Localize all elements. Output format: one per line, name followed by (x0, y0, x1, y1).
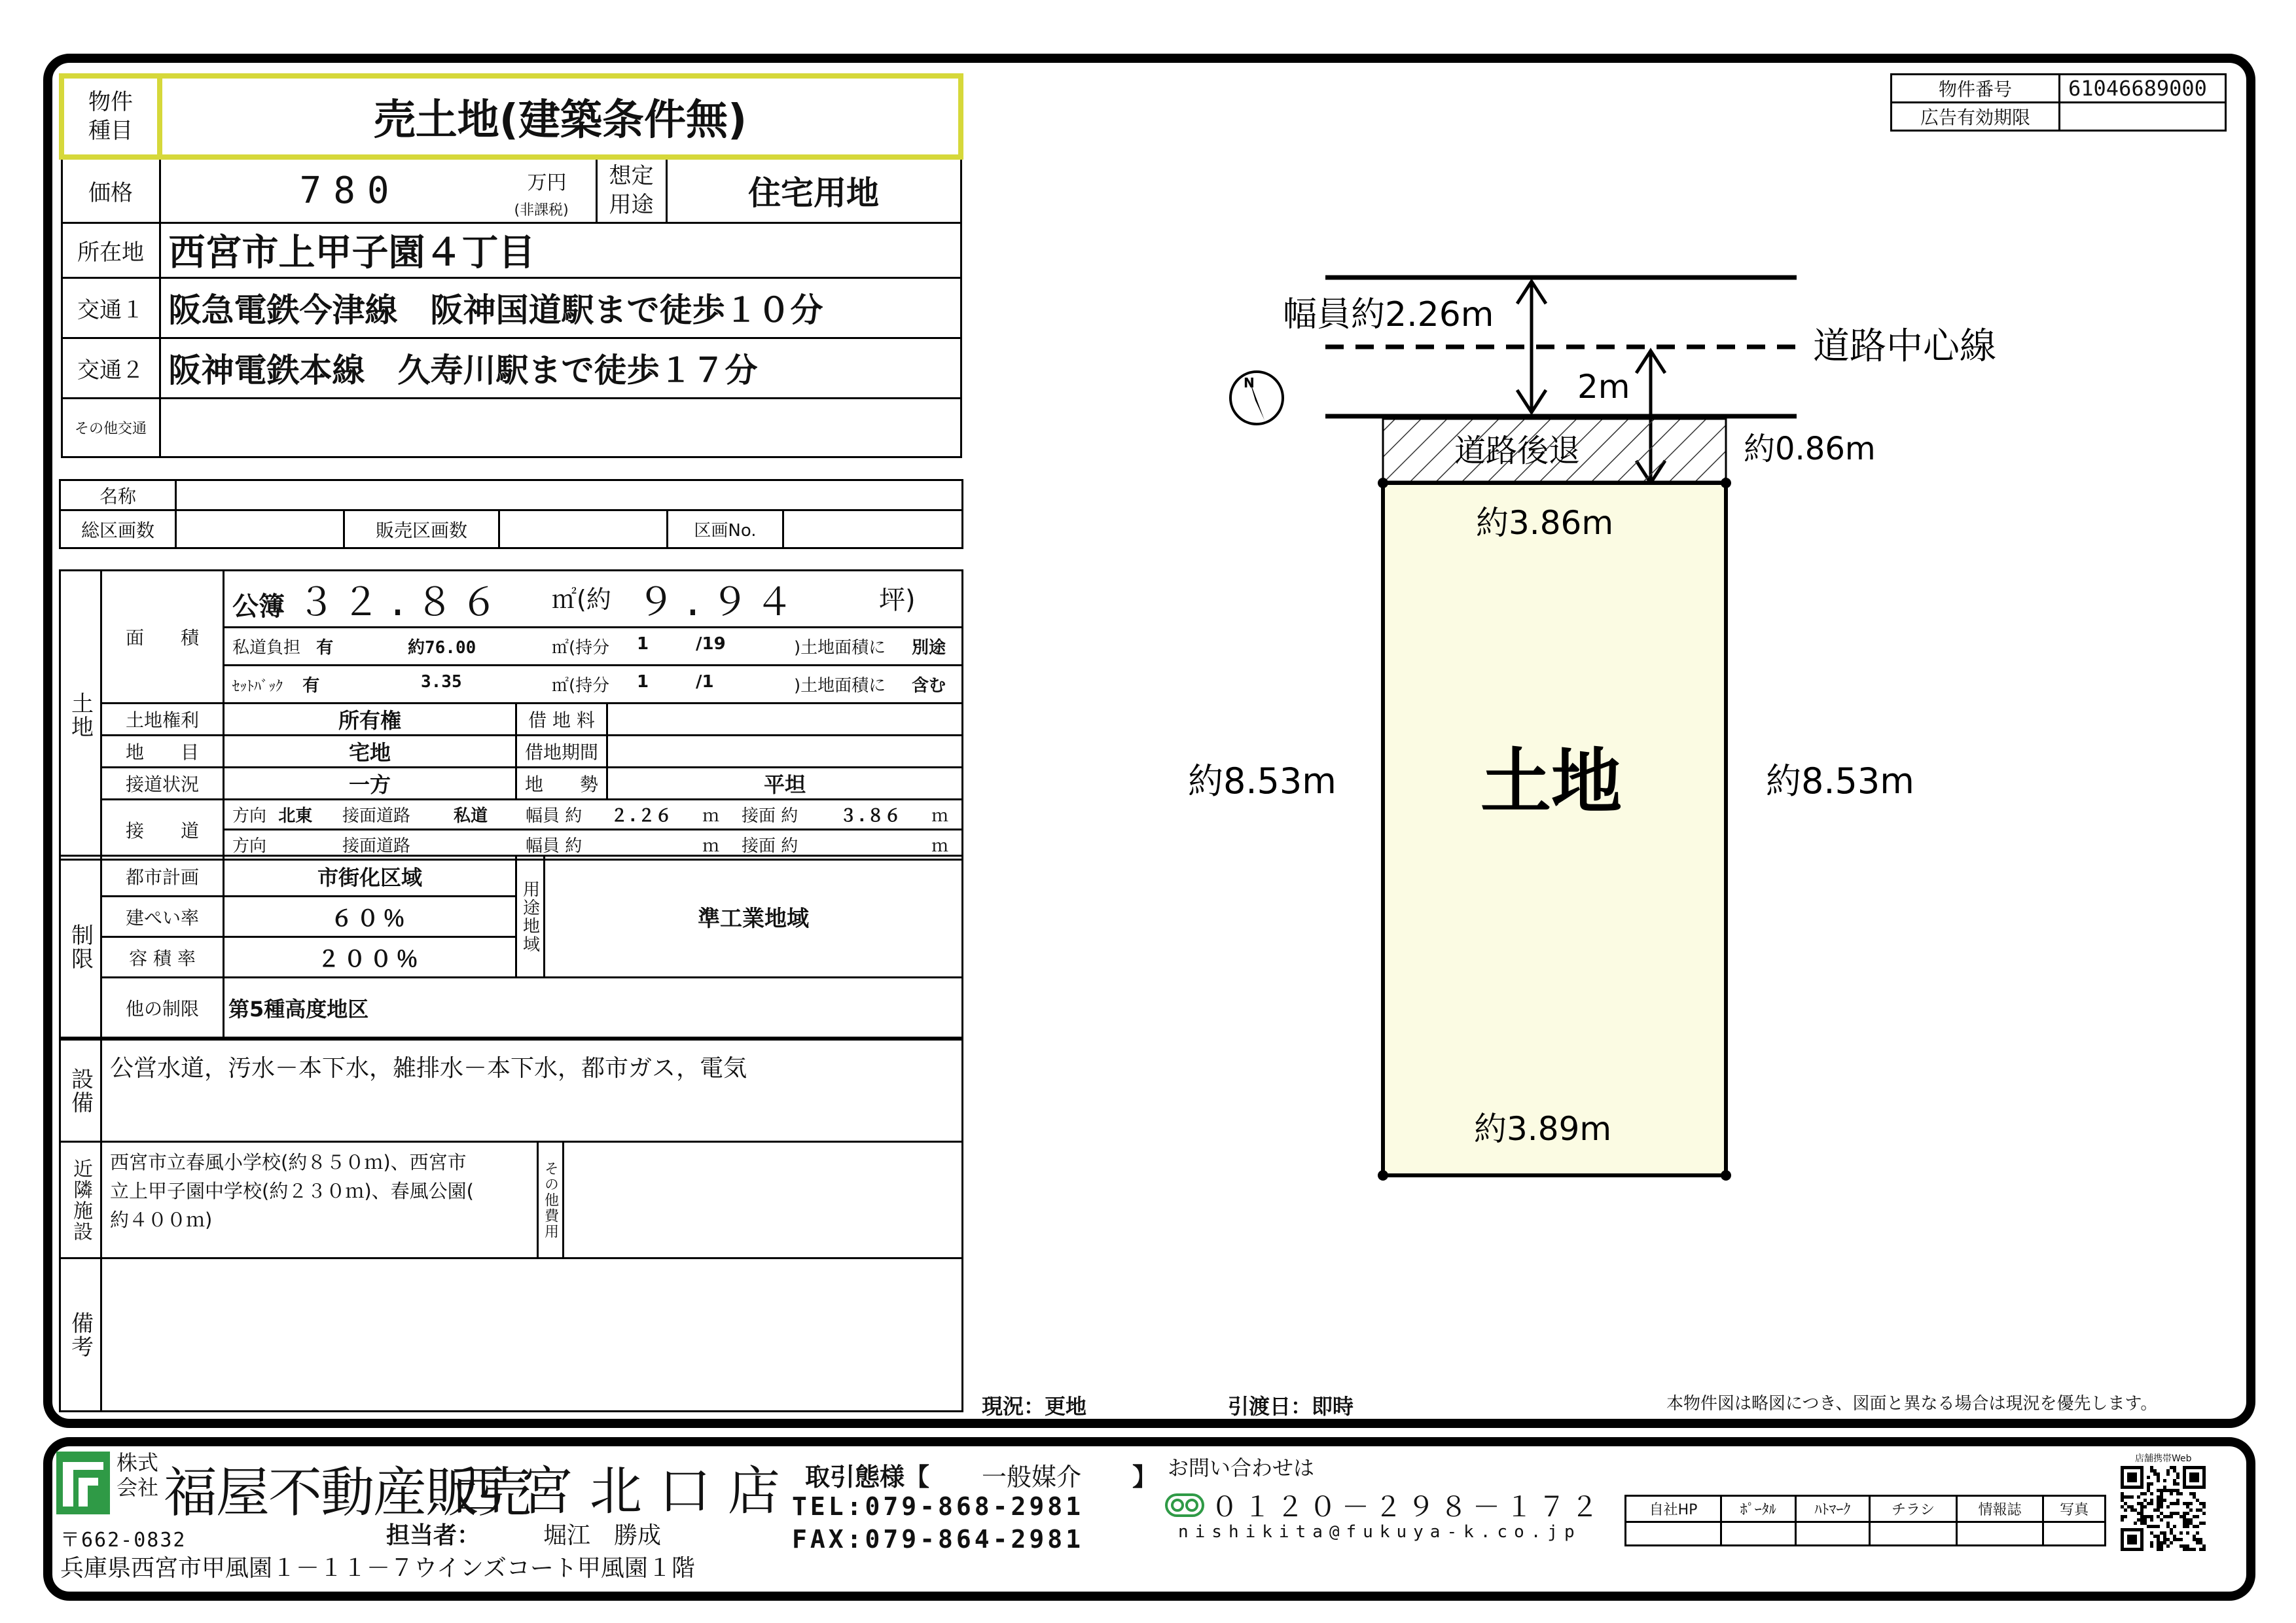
road1-dir: 北東 (278, 806, 313, 826)
private-road-share-num: 1 (637, 634, 649, 654)
terrain: 平坦 (607, 768, 963, 800)
road1-dir-label: 方向 (232, 806, 267, 826)
road-width-text: 幅員約2.26m (1283, 295, 1494, 334)
price-cell (160, 157, 596, 223)
nearby-line1: 西宮市立春風小学校(約８５０ｍ)、西宮市 (110, 1151, 467, 1173)
tsubo-unit: 坪) (879, 585, 916, 615)
property-no-label: 物件番号 (1892, 75, 2060, 103)
area-label: 面 積 (101, 571, 224, 704)
total-lots (176, 510, 344, 548)
address: 兵庫県西宮市甲風園１－１１－７ウインズコート甲風園１階 (60, 1555, 695, 1582)
road1-width: ２.２６ (611, 806, 672, 826)
media-label: チラシ (1870, 1496, 1957, 1522)
private-road-has: 有 (316, 638, 334, 658)
area-unit: ㎡(約 (552, 585, 611, 614)
land-section-label: 土地 (60, 571, 101, 860)
road1-width-label: 幅員 約 (526, 806, 583, 826)
sale-lots (499, 510, 668, 548)
land-plot (1383, 483, 1726, 1175)
road2-unit: ｍ (702, 836, 720, 856)
header-table (59, 73, 963, 458)
private-road-note-label: )土地面積に (794, 638, 886, 658)
nearby-line3: 約４００ｍ) (110, 1209, 213, 1231)
property-no: 61046689000 (2060, 75, 2226, 103)
freedial-icon (1165, 1493, 1204, 1517)
right-length-text: 約8.53m (1766, 760, 1914, 802)
two-m-text: 2m (1577, 368, 1630, 406)
registry-label: 公簿 (232, 592, 285, 622)
location: 西宮市上甲子園４丁目 (160, 223, 961, 277)
lease-fee-label: 借 地 料 (516, 704, 607, 736)
corp-type: 株式 会社 (117, 1450, 159, 1500)
remarks-label: 備考 (60, 1258, 101, 1412)
bottom-width-text: 約3.89m (1474, 1110, 1612, 1148)
remarks (101, 1258, 963, 1412)
setback-text: 道路後退 (1454, 433, 1581, 469)
media-label: ﾎﾟｰﾀﾙ (1721, 1496, 1795, 1522)
property-type: 売土地(建築条件無) (160, 76, 961, 157)
transport2-label: 交通２ (62, 338, 160, 398)
disclaimer: 本物件図は略図につき、図面と異なる場合は現況を優先します。 (1666, 1394, 2158, 1414)
road1-type-label: 接面道路 (342, 806, 411, 826)
road2-face-unit: ｍ (931, 836, 949, 856)
media-check (2043, 1522, 2106, 1546)
city-plan: 市街化区域 (224, 856, 516, 897)
postal-code: 〒662-0832 (60, 1529, 187, 1552)
tax-note: (非課税) (514, 202, 569, 219)
road1-row (224, 800, 963, 830)
coverage: ６０％ (224, 897, 516, 937)
city-plan-label: 都市計画 (101, 856, 224, 897)
media-table (1624, 1495, 2106, 1546)
setback-share-num: 1 (637, 672, 649, 692)
road1-type: 私道 (454, 806, 488, 826)
ad-expiry (2060, 103, 2226, 131)
sale-lots-label: 販売区画数 (344, 510, 499, 548)
road2-type-label: 接面道路 (342, 836, 411, 856)
usage-label: 想定 用途 (596, 157, 666, 223)
far: ２００％ (224, 937, 516, 978)
center-line-text: 道路中心線 (1813, 325, 1996, 368)
setback-label: ｾｯﾄﾊﾞｯｸ (232, 679, 283, 695)
setback-depth-text: 約0.86m (1744, 431, 1876, 467)
handover-date: 引渡日：即時 (1228, 1394, 1354, 1419)
road2-face-label: 接面 約 (742, 836, 798, 856)
media-label: 写真 (2043, 1496, 2106, 1522)
access: 一方 (224, 768, 516, 800)
rights-label: 土地権利 (101, 704, 224, 736)
far-label: 容 積 率 (101, 937, 224, 978)
road2-dir-label: 方向 (232, 836, 267, 856)
category: 宅地 (224, 736, 516, 768)
deal-type: 一般媒介 (982, 1463, 1082, 1491)
private-road-row (224, 628, 963, 666)
media-label: 情報誌 (1956, 1496, 2043, 1522)
ad-expiry-label: 広告有効期限 (1892, 103, 2060, 131)
setback-area: 3.35 (421, 672, 462, 692)
road1-face-label: 接面 約 (742, 806, 798, 826)
road-label: 接 道 (101, 800, 224, 860)
transport1: 阪急電鉄今津線 阪神国道駅まで徒歩１０分 (160, 277, 961, 338)
setback-share-den: /1 (696, 672, 714, 692)
tel: TEL:079-868-2981 (792, 1492, 1085, 1521)
freedial-number: ０１２０－２９８－１７２ (1211, 1491, 1604, 1523)
setback-note: 含む (912, 676, 946, 696)
other-transport-label: その他交通 (62, 398, 160, 457)
subdivision-table (59, 479, 963, 549)
media-check (1721, 1522, 1795, 1546)
media-check (1626, 1522, 1721, 1546)
name-value (176, 480, 963, 510)
setback-row (224, 666, 963, 704)
other-restriction: 第5種高度地区 (224, 978, 963, 1038)
media-label: 自社HP (1626, 1496, 1721, 1522)
price-label: 価格 (62, 157, 160, 223)
deal-close: 】 (1132, 1463, 1158, 1491)
top-width-text: 約3.86m (1476, 504, 1614, 542)
inquiry-label: お問い合わせは (1168, 1455, 1315, 1480)
other-cost (564, 1142, 963, 1258)
facilities: 公営水道，汚水－本下水，雑排水－本下水，都市ガス，電気 (101, 1040, 963, 1142)
corner-marker (1378, 478, 1388, 488)
terrain-label: 地 勢 (516, 768, 607, 800)
lease-period (607, 736, 963, 768)
coverage-label: 建ぺい率 (101, 897, 224, 937)
corner-marker (1721, 478, 1731, 488)
company-name: 福屋不動産販売 (164, 1462, 531, 1524)
facilities-table (59, 1039, 963, 1412)
north-compass-icon (1230, 372, 1283, 424)
staff-label: 担当者： (386, 1522, 481, 1549)
other-transport (160, 398, 961, 457)
area-sqm: ３２.８６ (297, 580, 505, 624)
road1-face-unit: ｍ (931, 806, 949, 826)
setback-note-label: )土地面積に (794, 676, 886, 696)
qr-code-icon[interactable] (2121, 1466, 2206, 1551)
qr-label: 店舗携帯Web (2135, 1454, 2192, 1464)
zone-label: 用途地域 (516, 856, 545, 978)
deal-label: 取引態様【 (805, 1463, 930, 1491)
location-label: 所在地 (62, 223, 160, 277)
current-status: 現況：更地 (982, 1394, 1087, 1419)
price-unit: 万円 (527, 171, 567, 194)
north-letter: N (1244, 375, 1255, 391)
nearby-label: 近隣施設 (60, 1142, 101, 1258)
land-table (59, 569, 963, 861)
nearby (101, 1142, 538, 1258)
media-label: ﾊﾄﾏｰｸ (1795, 1496, 1870, 1522)
access-label: 接道状況 (101, 768, 224, 800)
price: 780 (299, 169, 401, 212)
fax: FAX:079-864-2981 (792, 1525, 1085, 1554)
lease-period-label: 借地期間 (516, 736, 607, 768)
transport2: 阪神電鉄本線 久寿川駅まで徒歩１７分 (160, 338, 961, 398)
road2-width-label: 幅員 約 (526, 836, 583, 856)
road1-face: ３.８６ (840, 806, 901, 826)
category-label: 地 目 (101, 736, 224, 768)
lot-no (783, 510, 963, 548)
branch-name: 西 宮 北 口 店 (452, 1461, 780, 1522)
restrictions-table (59, 855, 963, 1039)
media-check (1956, 1522, 2043, 1546)
private-road-share-den: /19 (696, 634, 726, 654)
nearby-line2: 立上甲子園中学校(約２３０ｍ)、春風公園( (110, 1180, 474, 1202)
media-check (1795, 1522, 1870, 1546)
email: nishikita@fukuya-k.co.jp (1178, 1522, 1581, 1542)
corner-marker (1378, 1170, 1388, 1181)
other-restriction-label: 他の制限 (101, 978, 224, 1038)
rights: 所有権 (224, 704, 516, 736)
lease-fee (607, 704, 963, 736)
lot-no-label: 区画No. (668, 510, 783, 548)
usage: 住宅用地 (666, 157, 961, 223)
transport1-label: 交通１ (62, 277, 160, 338)
road1-unit: ｍ (702, 806, 720, 826)
staff-name: 堀江 勝成 (543, 1522, 662, 1549)
area-row (224, 571, 963, 628)
private-road-label: 私道負担 (232, 638, 301, 658)
total-lots-label: 総区画数 (60, 510, 176, 548)
setback-share-label: ㎡(持分 (552, 676, 610, 696)
name-label: 名称 (60, 480, 176, 510)
private-road-note: 別途 (912, 638, 946, 658)
property-type-label: 物件 種目 (62, 76, 160, 157)
facilities-label: 設備 (60, 1040, 101, 1142)
restrictions-section-label: 制限 (60, 856, 101, 1038)
site-diagram (982, 236, 1996, 1204)
left-length-text: 約8.53m (1188, 760, 1336, 802)
area-tsubo: ９.９４ (637, 580, 800, 624)
media-check (1870, 1522, 1957, 1546)
corner-marker (1721, 1170, 1731, 1181)
private-road-area: 約76.00 (408, 638, 476, 658)
setback-has: 有 (302, 676, 320, 696)
company-logo-icon (56, 1452, 110, 1514)
private-road-share-label: ㎡(持分 (552, 638, 610, 658)
property-number-table (1890, 73, 2227, 132)
zone: 準工業地域 (545, 856, 963, 978)
other-cost-label: その他費用 (538, 1142, 564, 1258)
land-label-text: 土地 (1480, 741, 1623, 823)
